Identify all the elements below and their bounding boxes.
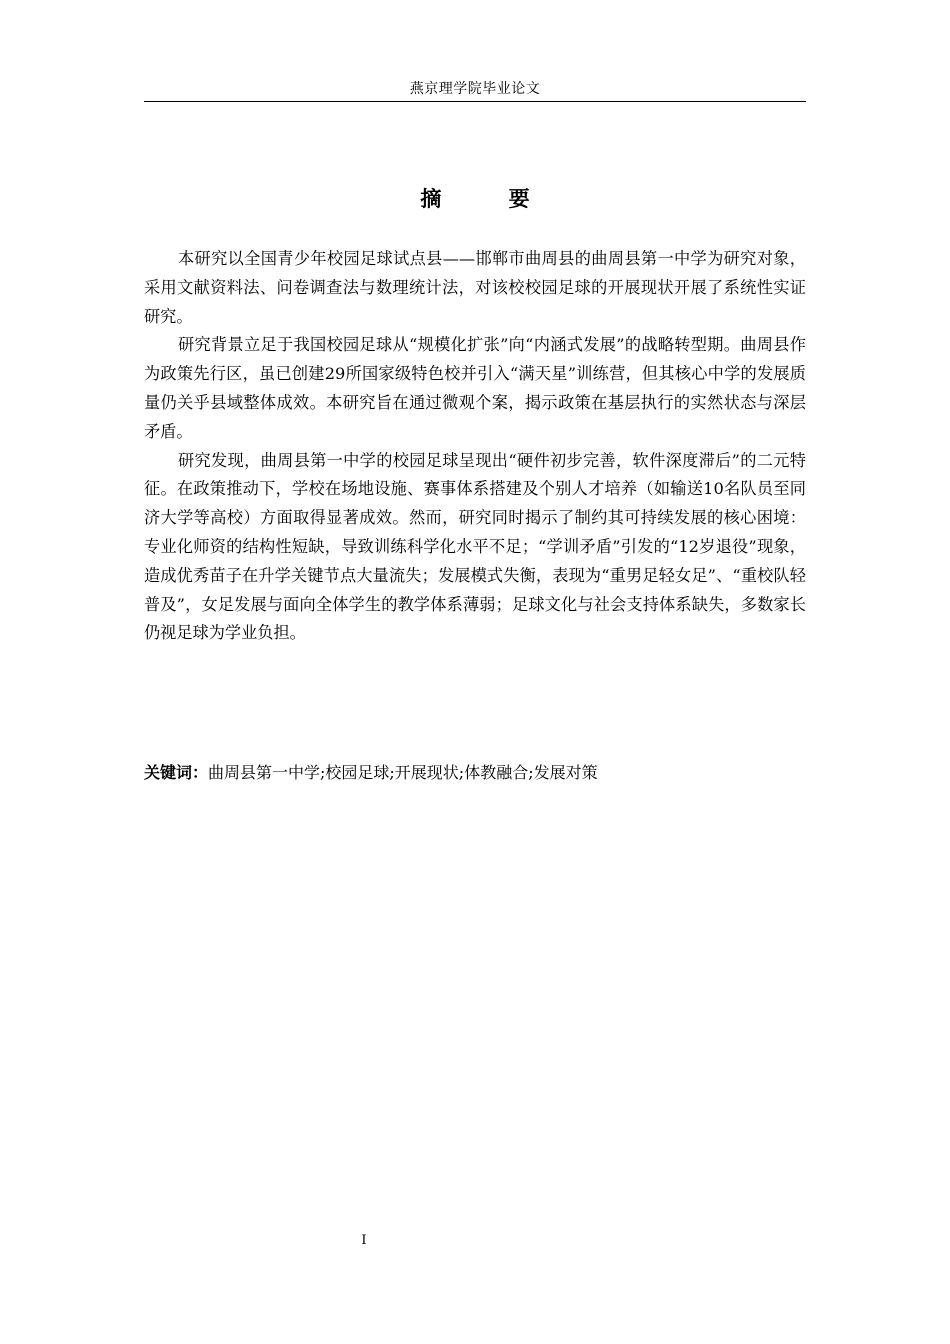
keywords-label: 关键词： bbox=[144, 763, 209, 782]
abstract-paragraph: 研究背景立足于我国校园足球从“规模化扩张”向“内涵式发展”的战略转型期。曲周县作为政策先行区，虽已创建29所国家级特色校并引入“满天星”训练营，但其核心中学的发展质量仍关乎县域整体成效。本研究旨在通过微观个案，揭示政策在基层执行的实然状态与深层矛盾。 bbox=[144, 335, 806, 441]
header-rule bbox=[144, 101, 806, 102]
keywords-line bbox=[144, 760, 806, 786]
keywords-value: 曲周县第一中学;校园足球;开展现状;体教融合;发展对策 bbox=[208, 763, 598, 782]
page-number: I bbox=[361, 1233, 367, 1248]
abstract-heading: 摘 要 bbox=[420, 187, 560, 211]
abstract-paragraph: 本研究以全国青少年校园足球试点县——邯郸市曲周县的曲周县第一中学为研究对象，采用文献资料法、问卷调查法与数理统计法，对该校校园足球的开展现状开展了系统性实证研究。 bbox=[144, 249, 806, 326]
abstract-body bbox=[144, 245, 806, 648]
abstract-paragraph: 研究发现，曲周县第一中学的校园足球呈现出“硬件初步完善，软件深度滞后”的二元特征。在政策推动下，学校在场地设施、赛事体系搭建及个别人才培养（如输送10名队员至同济大学等高校）方面取得显著成效。然而，研究同时揭示了制约其可持续发展的核心困境：专业化师资的结构性短缺，导致训练科学化水平不足；“学训矛盾”引发的“12岁退役”现象，造成优秀苗子在升学关键节点大量流失；发展模式失衡，表现为“重男足轻女足”、“重校队轻普及”，女足发展与面向全体学生的教学体系薄弱；足球文化与社会支持体系缺失，多数家长仍视足球为学业负担。 bbox=[144, 450, 806, 643]
running-header-title: 燕京理学院毕业论文 bbox=[409, 81, 541, 97]
